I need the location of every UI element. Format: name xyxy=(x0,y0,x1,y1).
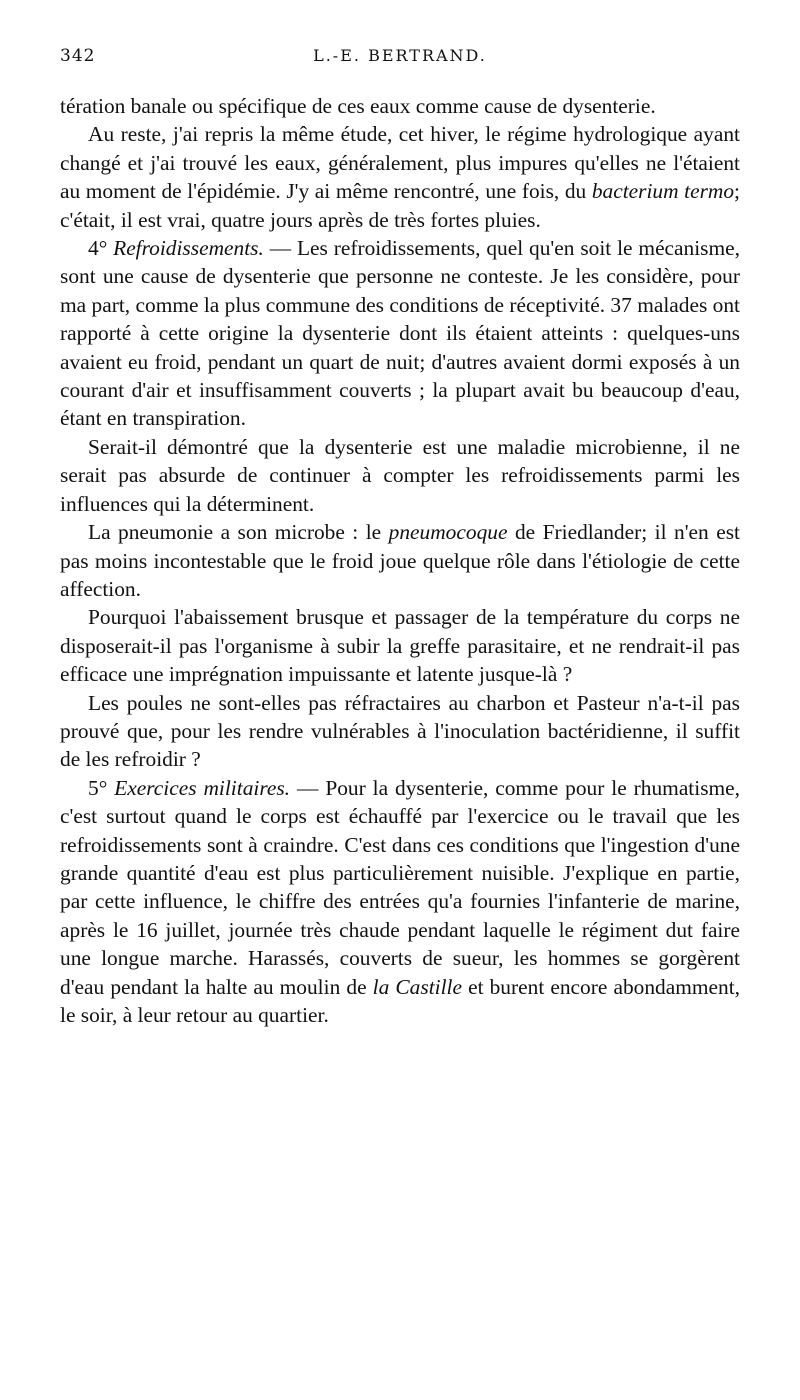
paragraph xyxy=(60,774,740,1030)
paragraph xyxy=(60,689,740,774)
section-heading: Refroidissements. xyxy=(113,236,264,261)
running-title: L.-E. BERTRAND. xyxy=(313,46,487,65)
section-heading: Exercices militaires. xyxy=(114,775,291,800)
italic-term: pneumocoque xyxy=(388,520,508,545)
italic-term: bacterium termo xyxy=(591,179,735,204)
page-number: 342 xyxy=(60,46,96,66)
book-page xyxy=(60,40,740,1370)
text-run: — Pour la dysenterie, comme pour le rhumatisme, c'est surtout quand le corps est échauffé par l'exercice ou le travail que les refroidissements sont à craindre. C'est dans ces conditions que l'ingestion d'une grande quantité d'eau est plus particulièrement nuisible. J'explique en partie, par cette influence, le chiffre des entrées qu'a fournies l'infanterie de marine, après le 16 juillet, journée très chaude pendant laquelle le régiment dut faire une longue marche. Harassés, couverts de sueur, les hommes se gorgèrent d'eau pendant la halte au moulin de xyxy=(60,775,740,999)
section-number: 4° xyxy=(88,236,114,261)
page-header xyxy=(60,40,740,74)
paragraph xyxy=(60,120,740,234)
body-text xyxy=(60,92,740,1029)
paragraph xyxy=(60,433,740,518)
paragraph xyxy=(60,234,740,433)
text-run: Pourquoi l'abaissement brusque et passager de la température du corps ne disposerait-il pas l'organisme à subir la greffe parasitaire, et ne rendrait-il pas efficace une imprégnation impuissante et latente jusque-là ? xyxy=(60,605,740,687)
text-run: et burent encore abondamment, le soir, à leur retour au quartier. xyxy=(60,974,740,1027)
text-run: Les poules ne sont-elles pas réfractaires au charbon et Pasteur n'a-t-il pas prouvé que, pour les rendre vulnérables à l'inoculation bactéridienne, il suffit de les refroidir ? xyxy=(60,690,740,772)
italic-place-name: la Castille xyxy=(372,974,462,999)
paragraph xyxy=(60,92,740,120)
text-run: ; c'était, il est vrai, quatre jours après de très fortes pluies. xyxy=(60,179,740,232)
paragraph xyxy=(60,603,740,688)
text-run: Au reste, j'ai repris la même étude, cet hiver, le régime hydrologique ayant changé et j'ai trouvé les eaux, généralement, plus impures qu'elles ne l'étaient au moment de l'épidémie. J'y ai même rencontré, une fois, du xyxy=(60,122,740,204)
text-run: de Friedlander; il n'en est pas moins incontestable que le froid joue quelque rôle dans l'étiologie de cette affection. xyxy=(60,520,740,601)
text-run: Serait-il démontré que la dysenterie est une maladie microbienne, il ne serait pas absurde de continuer à compter les refroidissements parmi les influences qui la déterminent. xyxy=(60,434,740,516)
text-run: tération banale ou spécifique de ces eaux comme cause de dysenterie. xyxy=(60,94,656,118)
text-run: — Les refroidissements, quel qu'en soit le mécanisme, sont une cause de dysenterie que personne ne conteste. Je les considère, pour ma part, comme la plus commune des conditions de réceptivité. 37 malades ont rapporté à cette origine la dysenterie dont ils étaient atteints : quelques-uns avaient eu froid, pendant un quart de nuit; d'autres avaient dormi exposés à un courant d'air et insuffisamment couverts ; la plupart avait bu beaucoup d'eau, étant en transpiration. xyxy=(60,236,740,431)
text-run: La pneumonie a son microbe : le xyxy=(88,520,389,545)
section-number: 5° xyxy=(88,775,115,800)
paragraph xyxy=(60,518,740,603)
